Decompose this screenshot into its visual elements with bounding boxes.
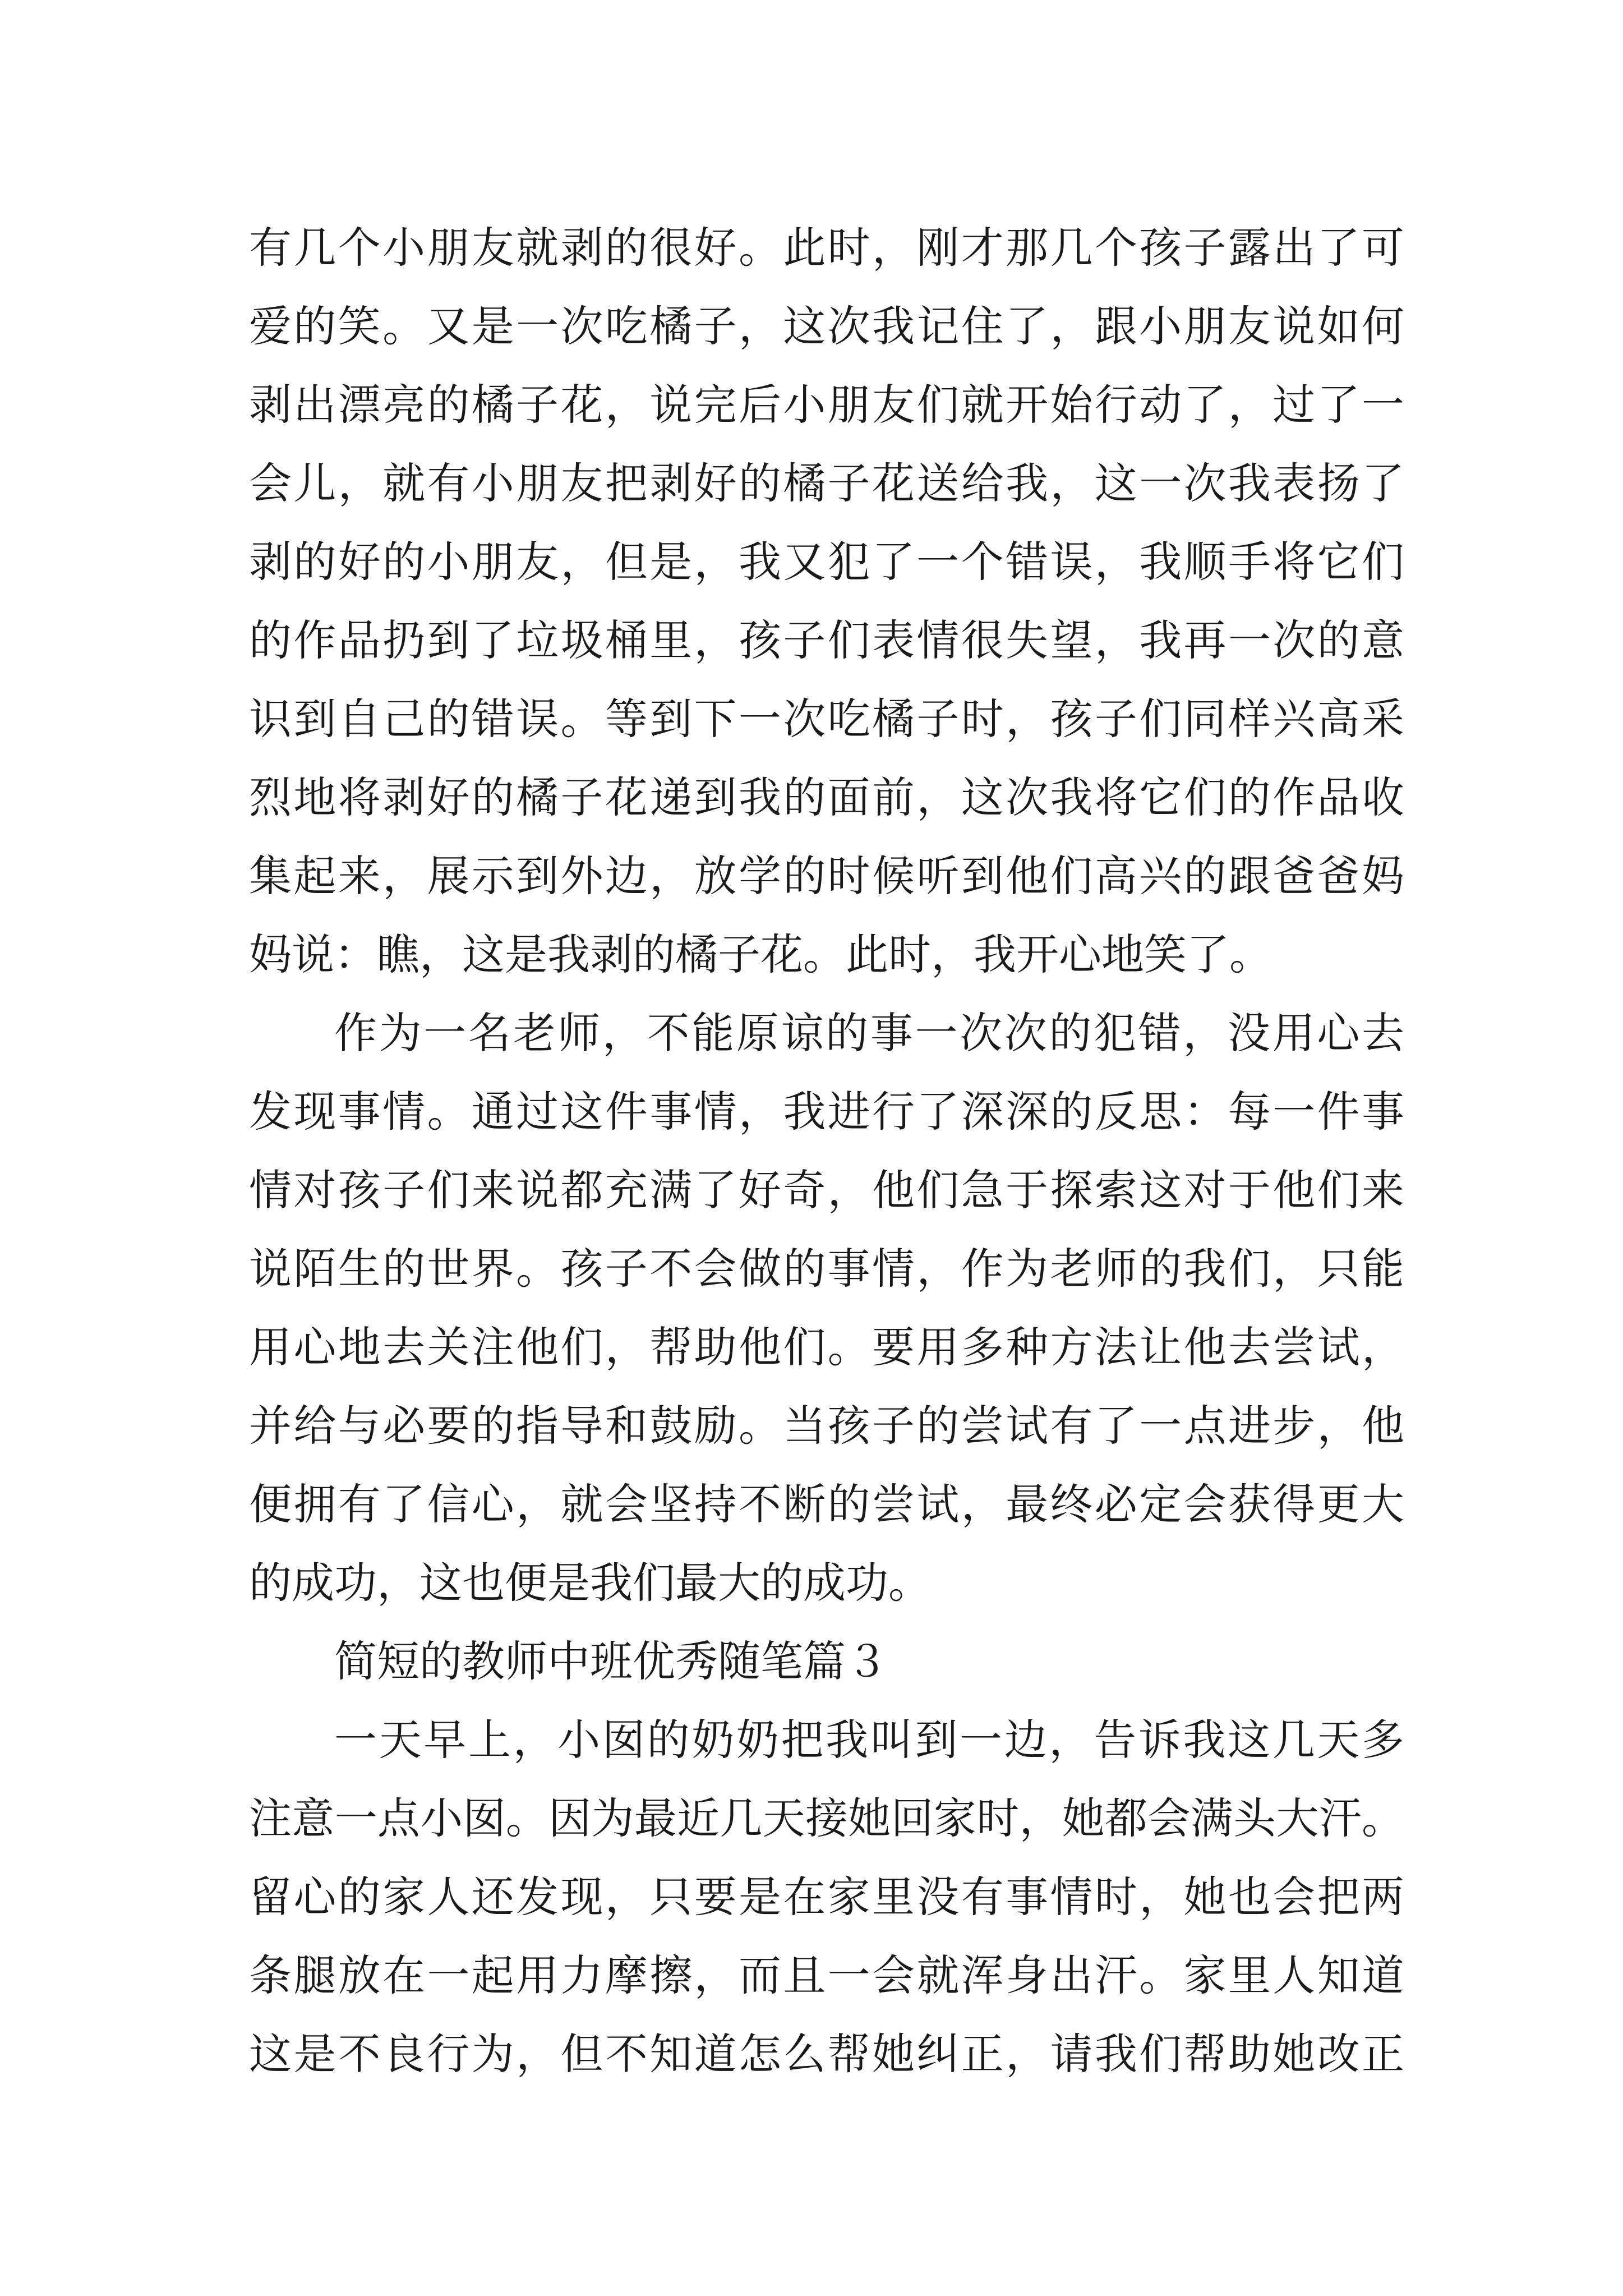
- paragraph-line: 剥出漂亮的橘子花，说完后小朋友们就开始行动了，过了一: [249, 380, 1404, 430]
- paragraph-line: 一天早上，小囡的奶奶把我叫到一边，告诉我这几天多: [334, 1715, 1404, 1765]
- paragraph-line: 有几个小朋友就剥的很好。此时，刚才那几个孩子露出了可: [249, 223, 1404, 273]
- body-text: [249, 209, 1404, 2093]
- paragraph-line: 的作品扔到了垃圾桶里，孩子们表情很失望，我再一次的意: [249, 615, 1404, 665]
- paragraph-line: 说陌生的世界。孩子不会做的事情，作为老师的我们，只能: [249, 1244, 1404, 1294]
- paragraph-line: 集起来，展示到外边，放学的时候听到他们高兴的跟爸爸妈: [249, 851, 1404, 901]
- paragraph-line: 发现事情。通过这件事情，我进行了深深的反思：每一件事: [249, 1087, 1404, 1137]
- paragraph-line: 会儿，就有小朋友把剥好的橘子花送给我，这一次我表扬了: [249, 458, 1404, 508]
- paragraph-line: 并给与必要的指导和鼓励。当孩子的尝试有了一点进步，他: [249, 1401, 1404, 1451]
- section-heading: 简短的教师中班优秀随笔篇３: [334, 1636, 888, 1686]
- paragraph-line: 留心的家人还发现，只要是在家里没有事情时，她也会把两: [249, 1872, 1404, 1922]
- paragraph-line: 这是不良行为，但不知道怎么帮她纠正，请我们帮助她改正: [249, 2029, 1404, 2079]
- paragraph-line: 妈说：瞧，这是我剥的橘子花。此时，我开心地笑了。: [249, 930, 1272, 979]
- paragraph-line: 的成功，这也便是我们最大的成功。: [249, 1558, 931, 1608]
- paragraph-line: 烈地将剥好的橘子花递到我的面前，这次我将它们的作品收: [249, 772, 1404, 822]
- paragraph-line: 情对孩子们来说都充满了好奇，他们急于探索这对于他们来: [249, 1165, 1404, 1215]
- paragraph-line: 条腿放在一起用力摩擦，而且一会就浑身出汗。家里人知道: [249, 1950, 1404, 2000]
- paragraph-line: 爱的笑。又是一次吃橘子，这次我记住了，跟小朋友说如何: [249, 301, 1404, 351]
- paragraph-line: 作为一名老师，不能原谅的事一次次的犯错，没用心去: [334, 1008, 1404, 1058]
- paragraph-line: 剥的好的小朋友，但是，我又犯了一个错误，我顺手将它们: [249, 537, 1404, 587]
- paragraph-line: 识到自己的错误。等到下一次吃橘子时，孩子们同样兴高采: [249, 694, 1404, 744]
- paragraph-line: 便拥有了信心，就会坚持不断的尝试，最终必定会获得更大: [249, 1479, 1404, 1529]
- paragraph-line: 注意一点小囡。因为最近几天接她回家时，她都会满头大汗。: [249, 1793, 1404, 1843]
- paragraph-line: 用心地去关注他们，帮助他们。要用多种方法让他去尝试，: [249, 1322, 1404, 1372]
